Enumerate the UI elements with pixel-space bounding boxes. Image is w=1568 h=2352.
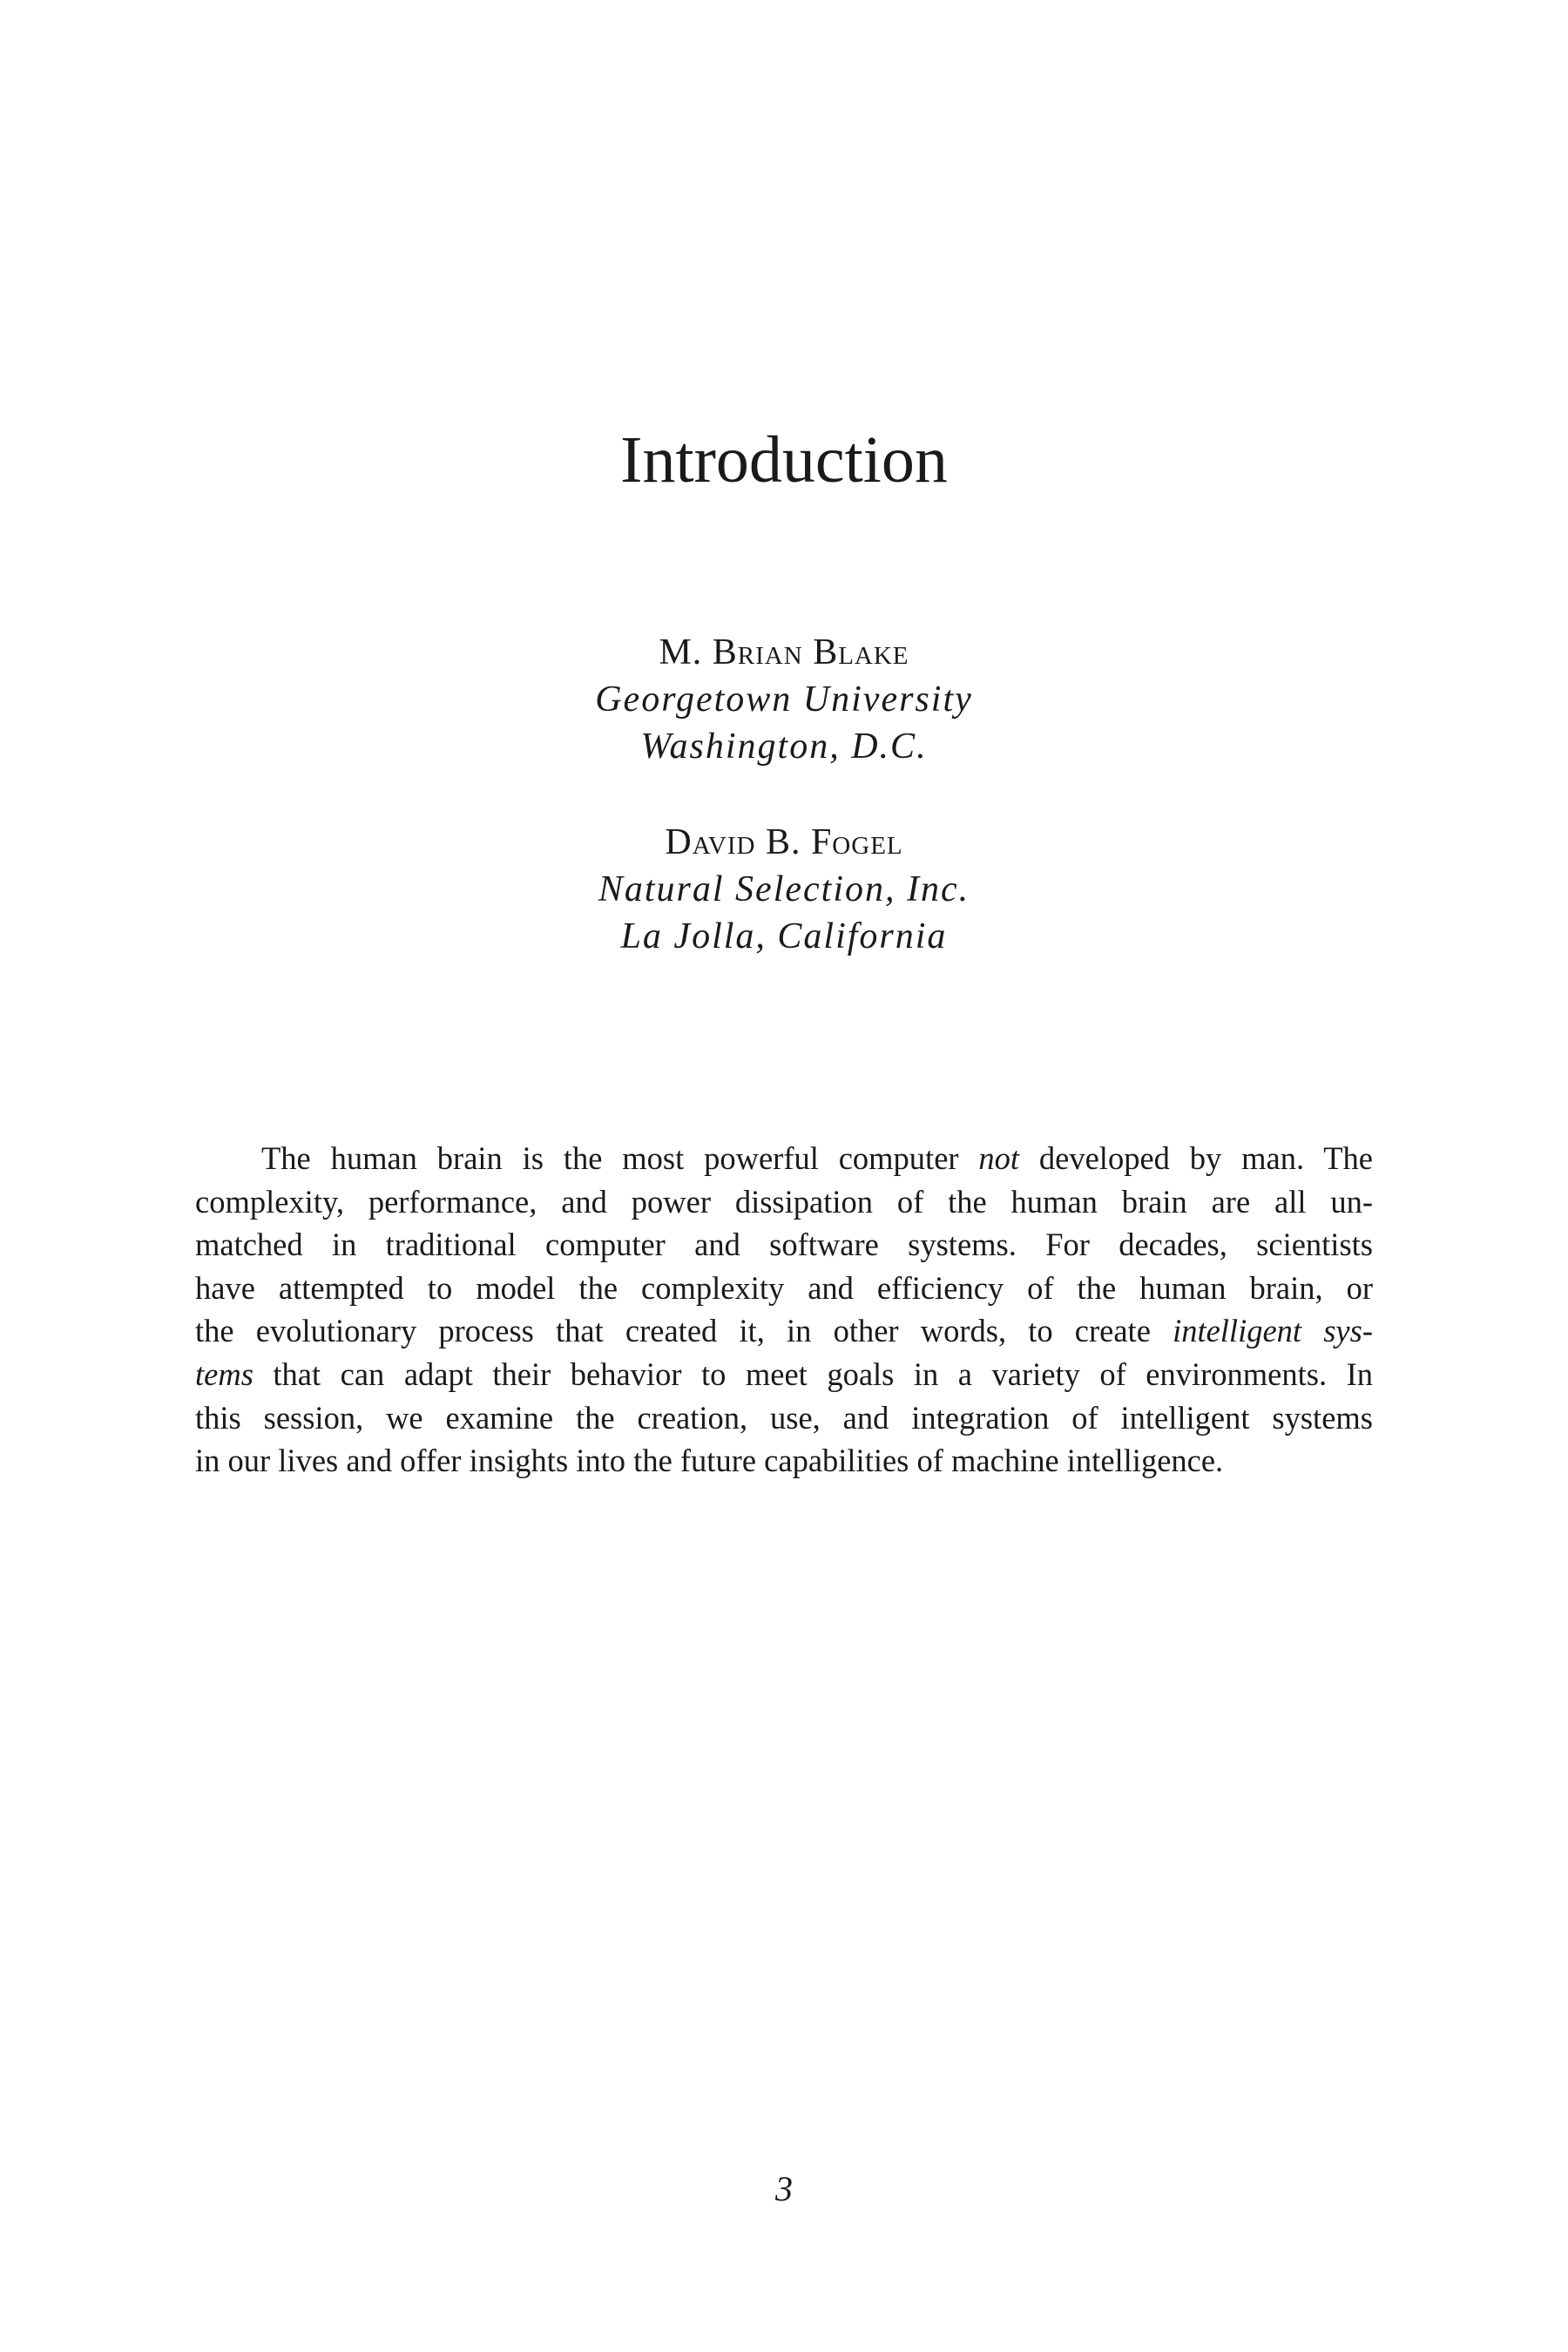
abstract-line: matched in traditional computer and software systems. For decades, scientists [195, 1227, 1373, 1263]
abstract-emphasis: not [978, 1140, 1020, 1176]
author-name: M. Brian Blake [659, 632, 909, 672]
page-number: 3 [775, 2169, 793, 2208]
abstract-text: developed by man. The [1019, 1140, 1374, 1176]
abstract-text: that can adapt their behavior to meet goals in a variety of environments. In [253, 1355, 1373, 1392]
abstract-paragraph [195, 1137, 1373, 1483]
abstract-emphasis: intelligent sys- [1173, 1313, 1373, 1349]
abstract-text: the evolutionary process that created it, in other words, to create [195, 1313, 1173, 1349]
abstract-line [195, 1353, 1373, 1396]
author-location: La Jolla, California [620, 916, 948, 956]
abstract-line: complexity, performance, and power dissipation of the human brain are all un- [195, 1183, 1373, 1220]
page-title: Introduction [620, 423, 948, 497]
abstract-emphasis: tems [195, 1355, 253, 1392]
abstract-line: have attempted to model the complexity and efficiency of the human brain, or [195, 1269, 1373, 1306]
abstract-line [195, 1137, 1373, 1180]
abstract-line: in our lives and offer insights into the future capabilities of machine intelligence. [195, 1443, 1224, 1479]
author-location: Washington, D.C. [640, 727, 928, 767]
author-block-2 [0, 819, 1568, 960]
author-affiliation: Natural Selection, Inc. [598, 869, 970, 909]
author-name: David B. Fogel [665, 822, 903, 862]
author-block-1 [0, 629, 1568, 770]
abstract-text: The human brain is the most powerful computer [261, 1140, 979, 1176]
abstract-line: this session, we examine the creation, use, and integration of intelligent systems [195, 1399, 1373, 1436]
author-affiliation: Georgetown University [595, 679, 973, 720]
abstract-line [195, 1309, 1373, 1353]
